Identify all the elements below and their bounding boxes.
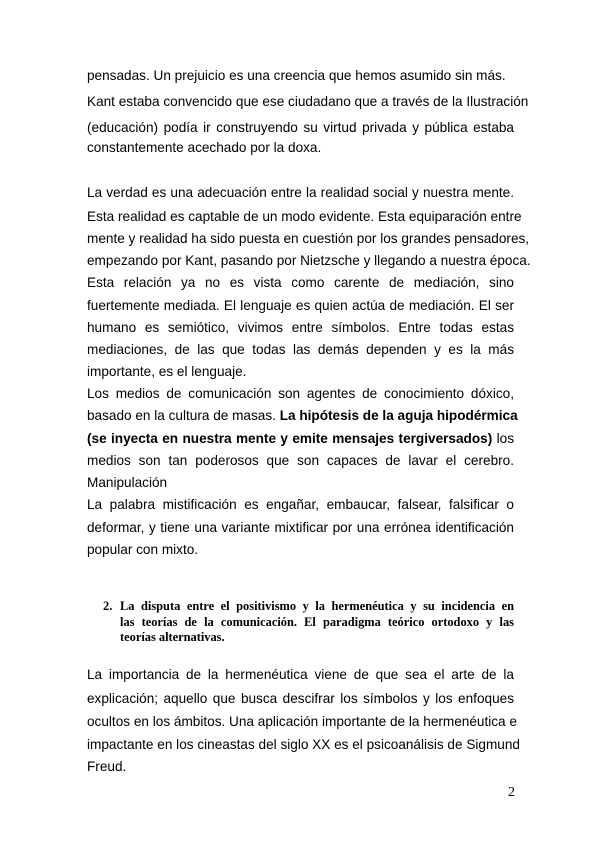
text-line: Kant estaba convencido que ese ciudadano que a través de la Ilustración [87,94,529,109]
section-heading [87,598,514,648]
text-line: fuertemente mediada. El lenguaje es quien actúa de mediación. El ser [87,298,514,313]
text-line: medios son tan poderosos que son capaces de lavar el cerebro. [87,453,514,468]
heading-line: las teorías de la comunicación. El paradigma teórico ortodoxo y las [120,615,514,629]
text-line: mente y realidad ha sido puesta en cuestión por los grandes pensadores, [87,231,530,246]
text-line: La importancia de la hermenéutica viene de que sea el arte de la [87,667,514,682]
text-line: popular con mixto. [87,542,199,557]
text-line: importante, es el lenguaje. [87,364,247,379]
text-line: La palabra mistificación es engañar, embaucar, falsear, falsificar o [87,497,514,512]
text-bold: La hipótesis de la aguja hipodérmica [279,408,518,423]
text-line: deformar, y tiene una variante mixtificar por una errónea identificación [87,520,514,535]
text-line: impactante en los cineastas del siglo XX es el psicoanálisis de Sigmund [87,737,520,752]
heading-number: 2. [103,599,113,613]
page-number: 2 [508,785,515,800]
text-line: Manipulación [87,475,168,490]
text-line: Freud. [87,759,127,774]
text-line: empezando por Kant, pasando por Nietzsche y llegando a nuestra época. [87,253,531,268]
heading-line: La disputa entre el positivismo y la hermenéutica y su incidencia en [120,599,514,613]
text-bold: (se inyecta en nuestra mente y emite mensajes tergiversados) [87,431,493,446]
text-line: mediaciones, de las que todas las demás dependen y es la más [87,342,514,357]
text-line: Esta realidad es captable de un modo evidente. Esta equiparación entre [87,209,522,224]
text-line-mixed [87,429,514,449]
text-line: La verdad es una adecuación entre la realidad social y nuestra mente. [87,185,514,200]
text-line: humano es semiótico, vivimos entre símbolos. Entre todas estas [87,320,514,335]
text-line: ocultos en los ámbitos. Una aplicación importante de la hermenéutica e [87,714,517,729]
heading-line: teorías alternativas. [120,630,225,644]
text-line: Los medios de comunicación son agentes de conocimiento dóxico, [87,386,514,401]
text-line: pensadas. Un prejuicio es una creencia que hemos asumido sin más. [87,68,506,83]
text-line-mixed [87,406,518,426]
text-line: constantemente acechado por la doxa. [87,140,322,155]
text-line: explicación; aquello que busca descifrar los símbolos y los enfoques [87,691,514,706]
text-normal: los [492,431,514,446]
text-line: Esta relación ya no es vista como carente de mediación, sino [87,275,514,290]
text-line: (educación) podía ir construyendo su virtud privada y pública estaba [87,120,514,135]
text-normal: basado en la cultura de masas. [87,408,280,423]
